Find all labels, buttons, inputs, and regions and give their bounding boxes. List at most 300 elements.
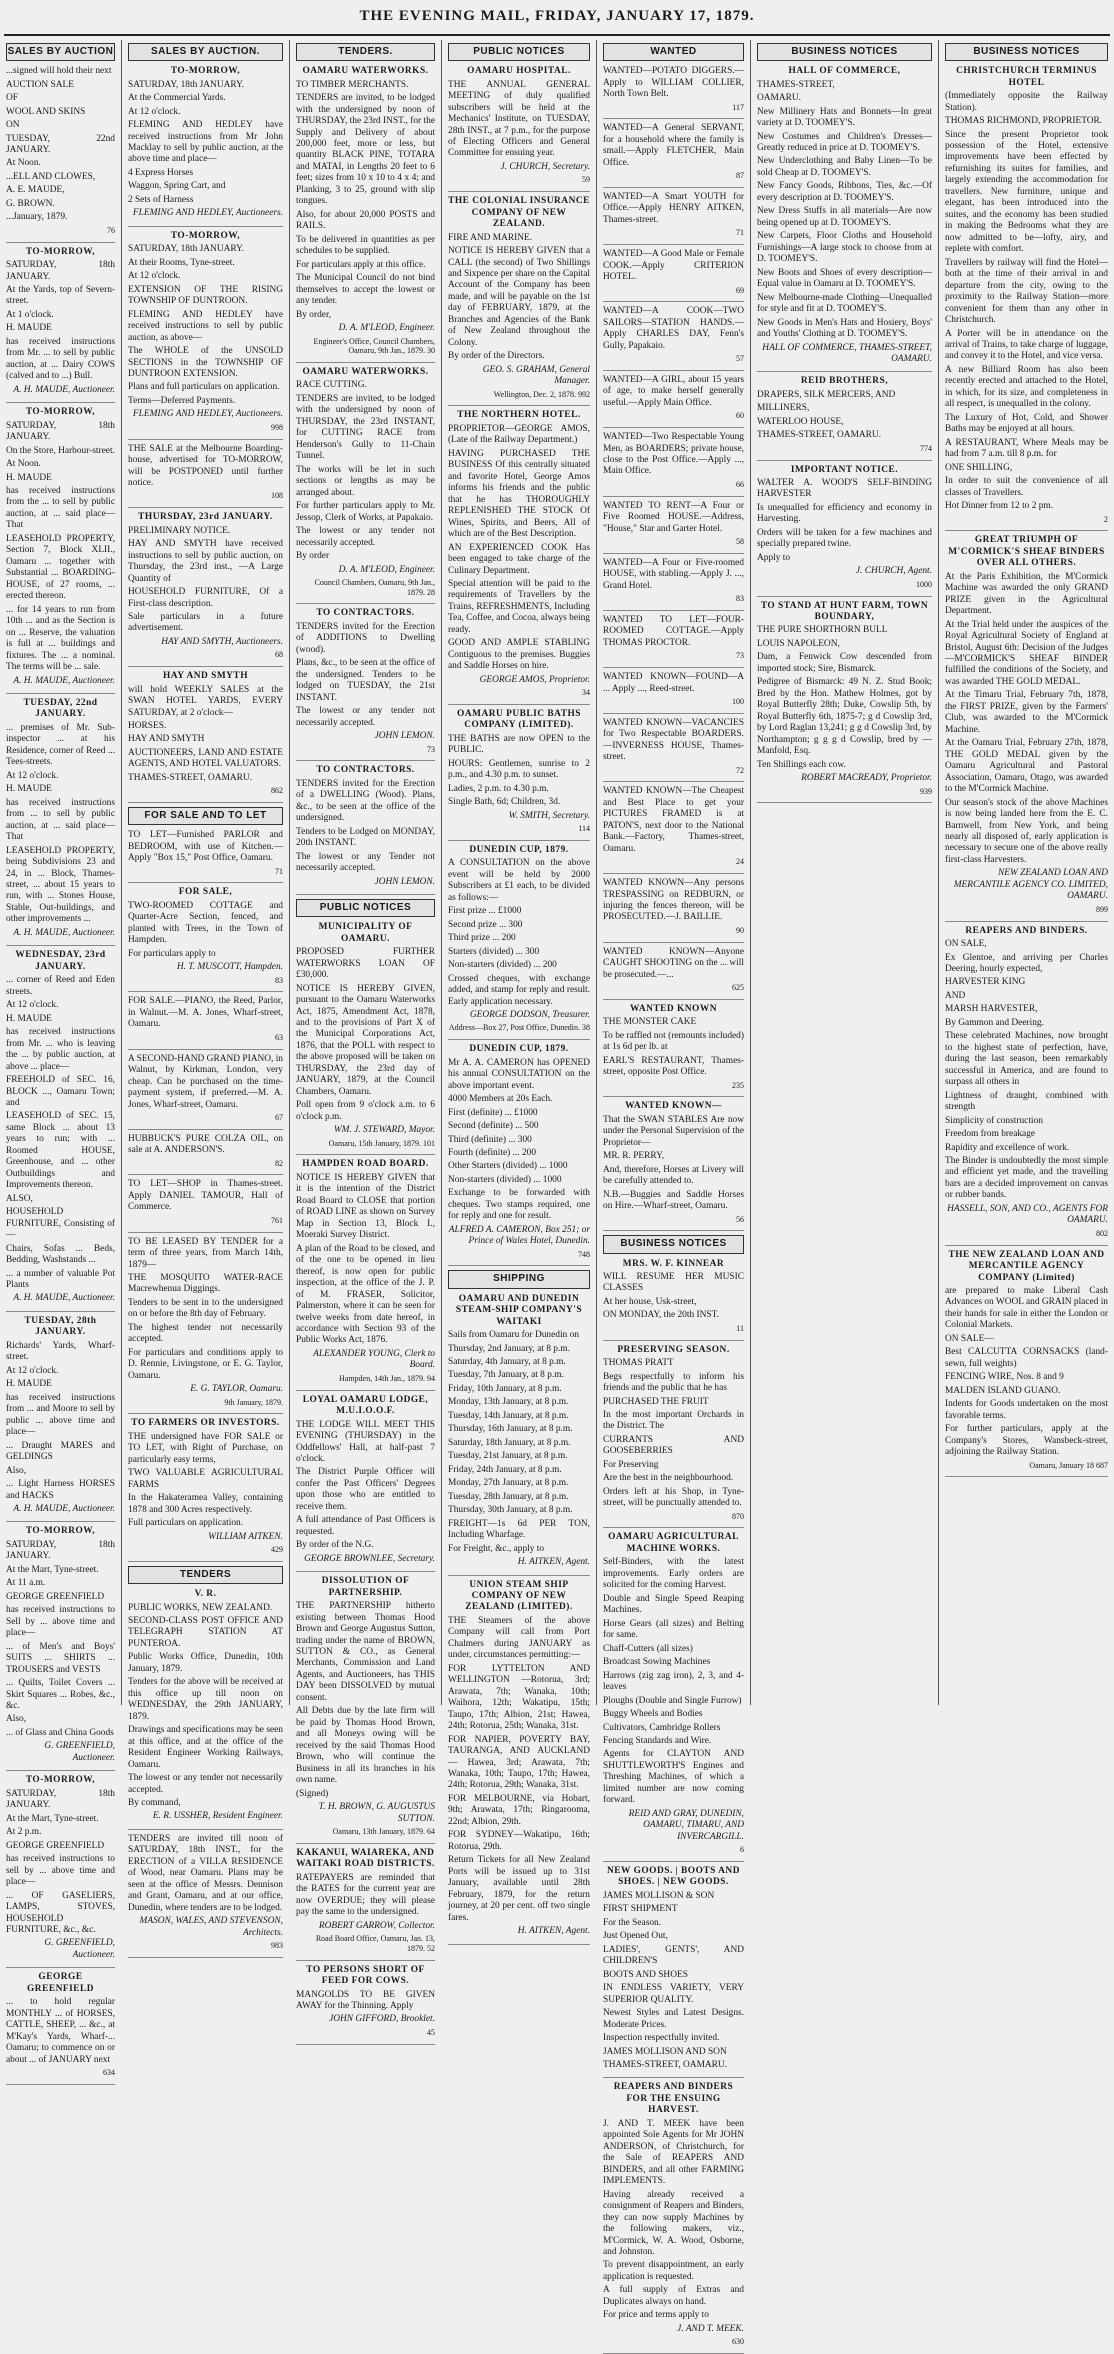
ad-text: (Immediately opposite the Railway Station). xyxy=(945,91,1108,113)
ad-text: At the Oamaru Trial, February 27th, 1878, THE GOLD MEDAL given by the Oamaru Agricultural and Pastoral Association, Oamaru, Otago, was awarded to the M'Cormick Machine. xyxy=(945,738,1108,795)
ad-text: H. MAUDE xyxy=(6,323,52,334)
ad-text: THOMAS PRATT xyxy=(603,1358,674,1369)
ad-text: has received instructions to sell by ... above time and place— xyxy=(6,1854,115,1888)
ad-text: For Preserving xyxy=(603,1459,659,1470)
ad-reference-number: Hampden, 14th Jan., 1879. 94 xyxy=(339,1373,435,1383)
ad-signature: ALFRED A. CAMERON, Box 251; or Prince of Wales Hotel, Dunedin. xyxy=(448,1224,590,1247)
section-header: SHIPPING xyxy=(448,1270,590,1288)
ad-text: RACE CUTTING. xyxy=(296,380,367,391)
ad-text: Apply to xyxy=(757,552,791,563)
ad-reference-number: 108 xyxy=(271,491,283,501)
section-header: SALES BY AUCTION xyxy=(6,43,115,61)
ad-text: WANTED—A Four or Five-roomed HOUSE, with stabling.—Apply J. ..., Grand Hotel. xyxy=(603,557,744,591)
ad-text: On the Store, Harbour-street. xyxy=(6,445,115,456)
ad-signature: A. H. MAUDE, Auctioneer. xyxy=(13,675,115,686)
ad-reference-number: 71 xyxy=(275,866,283,876)
ad-text: has received instructions from the ... to sell by public auction, at ... said place—That xyxy=(6,486,115,531)
ad-text: New Carpets, Floor Cloths and Household Furnishings—A large stock to choose from at D. TOOMEY'S. xyxy=(757,231,932,265)
ad-reference-number: 899 xyxy=(1096,904,1108,914)
advertisement xyxy=(6,407,115,694)
ad-text: Third prize ... 200 xyxy=(448,933,516,944)
ad-text: In the Hakateramea Valley, containing 1878 and 300 Acres respectively. xyxy=(128,1493,283,1515)
ad-text: A full supply of Extras and Duplicates always on hand. xyxy=(603,2285,744,2307)
ad-text: SATURDAY, 18th JANUARY. xyxy=(6,420,115,443)
ad-heading: PRESERVING SEASON. xyxy=(617,1344,730,1355)
ad-text: For further particulars, apply at the Company's Stores, Wansbeck-street, adjoining the Railway Station. xyxy=(945,1424,1108,1458)
ad-heading: TO CONTRACTORS. xyxy=(316,608,415,619)
ad-text: SATURDAY, 18th JANUARY. xyxy=(128,244,244,255)
ad-text: The Luxury of Hot, Cold, and Shower Baths may be enjoyed at all hours. xyxy=(945,412,1108,435)
ad-signature: GEORGE DODSON, Treasurer. xyxy=(469,1010,590,1020)
ad-text: Other Starters (divided) ... 1000 xyxy=(448,1161,568,1172)
ad-signature: J. AND T. MEEK. xyxy=(677,2323,744,2334)
advertisement xyxy=(128,887,283,992)
ad-text: A new Billiard Room has also been recently erected and attached to the Hotel, in which, for its size, and completeness in all respect, is unequalled in the colony. xyxy=(945,364,1108,410)
ad-text: Poll open from 9 o'clock a.m. to 6 o'clock p.m. xyxy=(296,1100,435,1122)
ad-text: Thursday, 30th January, at 8 p.m. xyxy=(448,1505,573,1516)
advertisement xyxy=(128,231,283,440)
advertisement xyxy=(603,66,744,119)
newspaper-title: THE EVENING MAIL, FRIDAY, JANUARY 17, 1879. xyxy=(359,8,755,24)
ad-signature: W. SMITH, Secretary. xyxy=(508,810,590,821)
ad-reference-number: 58 xyxy=(736,537,744,547)
ad-text: ... OF GASELIERS, LAMPS, STOVES, HOUSEHOLD FURNITURE, &c., &c. xyxy=(6,1890,115,1935)
masthead xyxy=(0,0,1114,38)
ad-text: Pedigree of Bismarck: 49 N. Z. Stud Book; Bred by the Hon. Mathew Holmes, got by Royal Butterfly 28th; Duke, Cowslip 5th, by Royal Butterfly 6th, 1875-7; g d Cowslip 3rd, by Lord Raglan 13,241; g g d Cowslip 3rd, by Northampton; g g g d Cowslip, bred by —Manfold, Esq. xyxy=(757,677,932,757)
ad-text: ... of Glass and China Goods xyxy=(6,1727,114,1738)
ad-text: New Fancy Goods, Ribbons, Ties, &c.—Of every description at D. TOOMEY'S. xyxy=(757,181,932,203)
ad-text: WILL RESUME HER MUSIC CLASSES xyxy=(603,1272,744,1294)
ad-text: Tuesday, 14th January, at 8 p.m. xyxy=(448,1410,569,1421)
ad-text: Tuesday, 28th January, at 8 p.m. xyxy=(448,1491,569,1502)
ad-heading: TO-MORROW, xyxy=(170,230,241,241)
ad-text: JAMES MOLLISON AND SON xyxy=(603,2046,727,2057)
ad-signature: JOHN GIFFORD, Brooklet. xyxy=(329,2014,435,2025)
ad-text: A. E. MAUDE, xyxy=(6,185,65,196)
ad-text: FLEMING AND HEDLEY have received instructions from Mr John Macklay to sell by public auction, at the above time and place— xyxy=(128,120,283,165)
advertisement xyxy=(603,2082,744,2354)
advertisement xyxy=(945,1250,1108,1478)
ad-text: SATURDAY, 18th JANUARY. xyxy=(6,1788,115,1811)
ad-text: At the Yards, top of Severn-street. xyxy=(6,284,115,307)
advertisement xyxy=(6,1775,115,1968)
ad-text: ... corner of Reed and Eden streets. xyxy=(6,975,115,997)
ad-heading: MUNICIPALITY OF OAMARU. xyxy=(318,922,413,944)
advertisement xyxy=(448,709,590,841)
ad-text: THAMES-STREET, xyxy=(757,79,835,90)
ad-text: Sale particulars in a future advertisement. xyxy=(128,611,283,634)
advertisement xyxy=(603,1259,744,1341)
advertisement xyxy=(128,1237,283,1415)
ad-signature: H. AITKEN, Agent. xyxy=(517,1557,590,1568)
ad-text: FIRE AND MARINE. xyxy=(448,232,533,243)
ad-signature: FLEMING AND HEDLEY, Auctioneers. xyxy=(132,409,283,420)
ad-text: H. MAUDE xyxy=(6,1379,52,1390)
ad-text: WOOL AND SKINS xyxy=(6,106,86,117)
ad-heading: CHRISTCHURCH TERMINUS HOTEL xyxy=(956,66,1097,88)
ad-text: By command, xyxy=(128,1798,181,1808)
ad-text: Friday, 24th January, at 8 p.m. xyxy=(448,1464,562,1475)
ad-text: TO LET—SHOP in Thames-street. Apply DANIEL TAMOUR, Hall of Commerce. xyxy=(128,1179,283,1213)
ad-heading: OAMARU WATERWORKS. xyxy=(302,367,429,377)
ad-text: are prepared to make Liberal Cash Advances on WOOL and GRAIN placed in their hands for sale in either the London or Colonial Markets. xyxy=(945,1285,1108,1331)
ad-text: To prevent disappointment, an early application is requested. xyxy=(603,2260,744,2282)
ad-text: Fourth (definite) ... 200 xyxy=(448,1147,537,1158)
ad-text: AUCTIONEERS, LAND AND ESTATE AGENTS, AND HOTEL VALUATORS. xyxy=(128,747,283,770)
advertisement xyxy=(296,1159,435,1390)
ad-text: FOR SALE.—PIANO, the Reed, Parlor, in Walnut.—M. A. Jones, Wharf-street, Oamaru. xyxy=(128,996,283,1030)
ad-signature: H. AITKEN, Agent. xyxy=(517,1926,590,1937)
advertisement xyxy=(128,512,283,667)
ad-text: By order of the N.G. xyxy=(296,1540,374,1551)
ad-text: Non-starters (divided) ... 1000 xyxy=(448,1174,562,1185)
ad-reference-number: 939 xyxy=(920,786,932,796)
ad-text: WANTED TO RENT—A Four or Five Roomed HOUSE.—Address, "House," Star and Garter Hotel. xyxy=(603,500,744,534)
ad-text: For the Season. xyxy=(603,1917,662,1928)
ad-reference-number: 117 xyxy=(732,102,744,112)
ad-text: A SECOND-HAND GRAND PIANO, in Walnut, by Kirkman, London, very cheap. Can be purchased on the time-payment system, if preferred.—M. A. Jones, Wharf-street, Oamaru. xyxy=(128,1053,283,1110)
ad-heading: OAMARU PUBLIC BATHS COMPANY (LIMITED). xyxy=(457,708,581,731)
ad-reference-number: 100 xyxy=(732,697,744,707)
ad-heading: DISSOLUTION OF PARTNERSHIP. xyxy=(321,1576,410,1598)
ad-text: At Noon. xyxy=(6,459,41,470)
ad-heading: LOYAL OAMARU LODGE, M.U.I.O.O.F. xyxy=(302,1394,429,1417)
ad-signature: D. A. M'LEOD, Engineer. xyxy=(338,564,435,575)
ad-text: LEASEHOLD of SEC. 15, same Block ... about 13 years to run; with ... Roomed HOUSE, Greenhouse, and ... other Outbuildings and Improvements thereon. xyxy=(6,1111,115,1191)
ad-heading: TO-MORROW, xyxy=(25,407,96,418)
ad-text: 4000 Members at 20s Each. xyxy=(448,1094,553,1105)
advertisement xyxy=(128,1179,283,1232)
ad-heading: MRS. W. F. KINNEAR xyxy=(622,1258,725,1269)
ad-text: THE Steamers of the above Company will call from Port Chalmers during JANUARY as under, circumstances permitting:— xyxy=(448,1615,590,1661)
ad-text: SATURDAY, 18th JANUARY. xyxy=(6,1539,115,1562)
ad-heading: HAMPDEN ROAD BOARD. xyxy=(302,1159,429,1170)
advertisement xyxy=(6,1972,115,2085)
ad-text: THE SALE at the Melbourne Boarding-house, advertised for TO-MORROW, will be POSTPONED until further notice. xyxy=(128,443,283,488)
ad-heading: TO-MORROW, xyxy=(170,66,241,77)
ad-text: WANTED KNOWN—Any persons TRESPASSING on REDBURN, or injuring the fences thereon, will be PROSECUTED.—J. BAILLIE. xyxy=(603,878,744,923)
ad-text: PROPRIETOR—GEORGE AMOS, (Late of the Railway Department.) xyxy=(448,423,590,446)
ad-heading: TUESDAY, 22nd JANUARY. xyxy=(23,697,98,720)
advertisement xyxy=(945,535,1108,921)
ad-text: AN EXPERIENCED COOK Has been engaged to take charge of the Culinary Department. xyxy=(448,542,590,576)
advertisement xyxy=(603,1345,744,1529)
advertisement xyxy=(6,66,115,242)
ad-text: ... Light Harness HORSES and HACKS xyxy=(6,1479,115,1501)
ad-reference-number: Oamaru, January 18 687 xyxy=(1029,1460,1108,1470)
ad-text: FIRST SHIPMENT xyxy=(603,1904,678,1915)
ad-text: JAMES MOLLISON & SON xyxy=(603,1890,715,1901)
advertisement xyxy=(603,718,744,783)
ad-text: Also, for about 20,000 POSTS and RAILS. xyxy=(296,209,435,232)
ad-text: IN ENDLESS VARIETY, VERY SUPERIOR QUALITY. xyxy=(603,1983,744,2005)
ad-text: Starters (divided) ... 300 xyxy=(448,946,540,957)
ad-text: Also, xyxy=(6,1714,27,1725)
ad-text: PRELIMINARY NOTICE. xyxy=(128,525,231,536)
ad-text: A RESTAURANT, Where Meals may be had from 7 a.m. till 8 p.m. for xyxy=(945,437,1108,460)
ad-text: The lowest or any Tender not necessarily accepted. xyxy=(296,851,435,874)
ad-text: FREEHOLD of SEC. 16, BLOCK ..., Oamaru Town; and xyxy=(6,1075,115,1108)
ad-text: ... premises of Mr. Sub-inspector ... at his Residence, corner of Reed ... Tees-streets. xyxy=(6,722,115,768)
ad-text: The highest tender not necessarily accepted. xyxy=(128,1322,283,1345)
ad-text: First (definite) ... £1000 xyxy=(448,1107,538,1118)
ad-signature: FLEMING AND HEDLEY, Auctioneers. xyxy=(132,208,283,219)
advertisement xyxy=(603,1866,744,2079)
ad-text: Travellers by railway will find the Hotel—both at the time of their arrival in and departure from the city, owing to the proximity to the Railway Station—more convenient for them than any other in Christchurch. xyxy=(945,257,1108,326)
ad-reference-number: 1000 xyxy=(916,579,932,589)
ad-text: HORSES. xyxy=(128,721,167,731)
ad-text: TWO-ROOMED COTTAGE and Quarter-Acre Section, fenced, and planted with Trees, in the Town of Hampden. xyxy=(128,900,283,946)
advertisement xyxy=(128,66,283,227)
ad-text: ... a number of valuable Pot Plants xyxy=(6,1268,115,1290)
ad-signature: H. T. MUSCOTT, Hampden. xyxy=(176,962,283,973)
page-columns xyxy=(0,40,1114,2347)
ad-text: MR. R. PERRY, xyxy=(603,1151,665,1162)
ad-heading: UNION STEAM SHIP COMPANY OF NEW ZEALAND (LIMITED). xyxy=(465,1579,573,1613)
ad-text: Sails from Oamaru for Dunedin on xyxy=(448,1330,579,1341)
ad-heading: TUESDAY, 28th JANUARY. xyxy=(24,1315,97,1338)
ad-text: New Goods in Men's Hats and Hosiery, Boys' and Youths' Clothing at D. TOOMEY'S. xyxy=(757,317,932,340)
ad-text: WANTED—Two Respectable Young Men, as BOARDERS; private house, close to the Post Office.—Apply ..., Main Office. xyxy=(603,432,744,477)
ad-text: WANTED KNOWN—VACANCIES for Two Respectable BOARDERS.—INVERNESS HOUSE, Thames-street. xyxy=(603,717,744,763)
ad-text: MILLINERS, xyxy=(757,403,810,414)
ad-text: Monday, 13th January, at 8 p.m. xyxy=(448,1397,569,1408)
ad-text: TENDERS are invited, to be lodged with the undersigned by noon of THURSDAY, the 23rd INST., for the Supply and Delivery of about 200,000 feet, more or less, but quantity BLACK PINE, TOTARA and MATAI, in Lengths 20 feet to 6 feet; sizes from 10 x 10 to 4 x 4; and Planking, 3 to 25, ground with slip tongues. xyxy=(296,93,435,207)
ad-heading: WEDNESDAY, 23rd JANUARY. xyxy=(15,950,106,972)
ad-text: has received instructions from ... and Moore to sell by public ... above time and place— xyxy=(6,1392,115,1438)
advertisement xyxy=(6,950,115,1312)
ad-text: Thursday, 2nd January, at 8 p.m. xyxy=(448,1343,570,1354)
ad-heading: REID BROTHERS, xyxy=(800,376,889,387)
ad-signature: J. CHURCH, Secretary. xyxy=(500,161,590,172)
ad-text: MALDEN ISLAND GUANO. xyxy=(945,1385,1061,1396)
ad-signature: WILLIAM AITKEN. xyxy=(208,1531,283,1542)
ad-signature: E. G. TAYLOR, Oamaru. xyxy=(190,1384,283,1395)
ad-heading: THE COLONIAL INSURANCE COMPANY OF NEW ZEALAND. xyxy=(448,196,590,230)
ad-text: At the Timaru Trial, February 7th, 1878, the FIRST PRIZE, given by the Farmers' Club, was awarded to the M'Cormick Machine. xyxy=(945,690,1108,735)
ad-text: TENDERS are invited, to be lodged with the undersigned by noon of THURSDAY, the 23rd INSTANT, for CUTTING RACE from Henderson's Gully to 11-Chain Tunnel. xyxy=(296,393,435,462)
ad-text: At the Trial held under the auspices of the Royal Agricultural Society of England at Bristol, August 6th: Decision of the Judges—M'CORMICK'S SHEAF BINDER fulfilled the conditions of the Society, and was awarded THE GOLD MEDAL. xyxy=(945,619,1108,687)
ad-text: Dam, a Fenwick Cow descended from imported stock; Sire, Bismarck. xyxy=(757,652,932,674)
ad-signature: A. H. MAUDE, Auctioneer. xyxy=(13,1503,115,1514)
ad-text: At 12 o'clock. xyxy=(128,271,181,282)
advertisement xyxy=(603,1532,744,1861)
advertisement xyxy=(757,66,932,372)
ad-reference-number: 76 xyxy=(107,225,115,235)
ad-text: To be delivered in quantities as per schedules to be supplied. xyxy=(296,234,435,257)
ad-text: 2 Sets of Harness xyxy=(128,194,194,205)
ad-text: FOR LYTTELTON AND WELLINGTON —Rotorua, 3rd; Arawata, 7th; Wanaka, 10th; Waihora, 12th; Wakatipu, 15th; Taupo, 17th; Albion, 21st; Hawea, 24th; Rotorua, 25th; Wanaka, 31st. xyxy=(448,1663,590,1732)
column-3 xyxy=(290,40,442,2037)
advertisement xyxy=(945,66,1108,531)
ad-text: LEASEHOLD PROPERTY, being Subdivisions 23 and 24, in ... Block, Thames-street, ... about 15 years to run, with ... Stones House, Stable, Out-buildings, and other improvements ... xyxy=(6,845,115,925)
ad-text: For price and terms apply to xyxy=(603,2310,709,2321)
ad-text: At her house, Usk-street, xyxy=(603,1296,697,1307)
ad-text: Rapidity and excellence of work. xyxy=(945,1142,1070,1153)
advertisement xyxy=(128,830,283,883)
ad-text: First prize ... £1000 xyxy=(448,906,522,917)
ad-text: Saturday, 18th January, at 8 p.m. xyxy=(448,1437,571,1448)
ad-text: will hold WEEKLY SALES at the SWAN HOTEL YARDS, EVERY SATURDAY, at 2 o'clock— xyxy=(128,684,283,718)
ad-text: At 11 a.m. xyxy=(6,1578,46,1589)
ad-text: By Gammon and Deering. xyxy=(945,1017,1044,1028)
ad-text: ... of Men's and Boys' SUITS ... SHIRTS ... TROUSERS and VESTS xyxy=(6,1641,115,1675)
ad-reference-number: 83 xyxy=(736,594,744,604)
ad-heading: TO-MORROW, xyxy=(25,1775,96,1786)
ad-text: Best CALCUTTA CORNSACKS (land-sewn, full weights) xyxy=(945,1347,1108,1369)
advertisement xyxy=(296,66,435,363)
ad-text: FOR NAPIER, POVERTY BAY, TAURANGA, AND AUCKLAND — Hawea, 3rd; Arawata, 7th; Wanaka, 10th; Taupo, 17th; Hawea, 24th; Rotorua, 29th; Wanaka, 31st. xyxy=(448,1734,590,1791)
ad-heading: TO-MORROW, xyxy=(25,1526,96,1537)
ad-text: At 1 o'clock. xyxy=(6,309,54,320)
ad-text: By order of the Directors. xyxy=(448,351,545,362)
ad-text: NOTICE IS HEREBY GIVEN that it is the intention of the District Road Board to CLOSE that portion of ROAD LINE as shown on Survey Map in Section 13, Block I., Moeraki Survey District. xyxy=(296,1172,435,1241)
ad-reference-number: Council Chambers, Oamaru, 9th Jan., 1879. 28 xyxy=(314,577,435,597)
ad-text: TENDERS invited for the Erection of a DWELLING (Wood). Plans, &c., to be seen at the office of the undersigned. xyxy=(296,778,435,824)
ad-text: Second prize ... 300 xyxy=(448,919,523,930)
ad-text: Third (definite) ... 300 xyxy=(448,1134,532,1145)
ad-text: Terms—Deferred Payments. xyxy=(128,395,236,406)
ad-text: TUESDAY, 22nd JANUARY. xyxy=(6,133,115,155)
column-5 xyxy=(597,40,751,2347)
ad-text: The lowest or any tender not necessarily accepted. xyxy=(296,706,435,728)
ad-text: Freedom from breakage xyxy=(945,1129,1036,1140)
ad-text: Public Works Office, Dunedin, 10th January, 1879. xyxy=(128,1652,283,1674)
ad-text: At the Paris Exhibition, the M'Cormick Machine was awarded the only GRAND PRIZE given in the Agricultural Department. xyxy=(945,571,1108,617)
ad-reference-number: 114 xyxy=(578,824,590,834)
ad-reference-number: 429 xyxy=(271,1545,283,1555)
ad-text: GEORGE GREENFIELD xyxy=(6,1591,105,1602)
ad-text: Special attention will be paid to the requirements of Travellers by the Trains, REFRESHMENTS, Including Tea, Coffee, and Cocoa, always being ready. xyxy=(448,578,590,635)
column-7 xyxy=(939,40,1114,1705)
ad-text: To be raffled not (remounts included) at 1s 6d per lb. at xyxy=(603,1030,744,1053)
ad-signature: ALEXANDER YOUNG, Clerk to Board. xyxy=(313,1348,435,1371)
advertisement xyxy=(128,1834,283,1958)
advertisement xyxy=(128,671,283,803)
ad-heading: TO CONTRACTORS. xyxy=(316,765,415,776)
ad-text: GOOD AND AMPLE STABLING Contiguous to the premises. Buggies and Saddle Horses on hire. xyxy=(448,638,590,672)
ad-text: Tuesday, 21st January, at 8 p.m. xyxy=(448,1451,568,1462)
ad-text: THE LODGE WILL MEET THIS EVENING (THURSDAY) in the Oddfellows' Hall, at half-past 7 o'clock. xyxy=(296,1419,435,1464)
ad-text: At 12 o'clock. xyxy=(6,1000,59,1011)
advertisement xyxy=(945,926,1108,1246)
ad-reference-number: 998 xyxy=(271,422,283,432)
ad-text: For particulars apply to xyxy=(128,948,216,959)
advertisement xyxy=(603,786,744,874)
ad-text: MANGOLDS TO BE GIVEN AWAY for the Thinning. Apply xyxy=(296,1989,435,2011)
ad-text: WANTED KNOWN—FOUND—A ... Apply ..., Reed-street. xyxy=(603,672,744,694)
ad-text: FLEMING AND HEDLEY have received instructions to sell by public auction, as above— xyxy=(128,309,283,343)
ad-heading: TO-MORROW, xyxy=(25,246,96,257)
advertisement xyxy=(128,996,283,1049)
ad-reference-number: Oamaru, 13th January, 1879. 64 xyxy=(332,1827,435,1837)
advertisement xyxy=(603,615,744,668)
ad-text: And, therefore, Horses at Livery will be carefully attended to. xyxy=(603,1164,744,1187)
ad-text: ON SALE, xyxy=(945,939,987,950)
ad-text: ... Draught MARES and GELDINGS xyxy=(6,1440,115,1463)
ad-reference-number: 625 xyxy=(732,983,744,993)
section-header: SALES BY AUCTION. xyxy=(128,43,283,61)
ad-text: Ploughs (Double and Single Furrow) xyxy=(603,1695,742,1706)
ad-text: has received instructions from ... to sell by public auction, at ... said place—That xyxy=(6,797,115,843)
ad-heading: V. R. xyxy=(194,1589,217,1600)
advertisement xyxy=(603,123,744,188)
ad-text: A CONSULTATION on the above event will be held by 2000 Subscribers at £1 each, to be divided as follows:— xyxy=(448,858,590,903)
ad-heading: IMPORTANT NOTICE. xyxy=(790,464,899,475)
advertisement xyxy=(6,247,115,404)
ad-text: WANTED—POTATO DIGGERS.—Apply to WILLIAM COLLIER, North Town Belt. xyxy=(603,66,744,100)
ad-text: FENCING WIRE, Nos. 8 and 9 xyxy=(945,1372,1064,1383)
ad-text: Plans, &c., to be seen at the office of the undersigned. Tenders to be lodged on TUESDAY, the 21st INSTANT. xyxy=(296,658,435,703)
ad-heading: WANTED KNOWN— xyxy=(625,1101,722,1112)
ad-text: WANTED—A COOK—TWO SAILORS—STATION HANDS.—Apply CHARLES DAY, Fenn's Gully, Papakaio. xyxy=(603,306,744,351)
ad-text: At 2 p.m. xyxy=(6,1827,42,1838)
ad-text: Having already received a consignment of Reapers and Binders, they can now supply Machines by the following makers, viz., M'Cormick, W. A. Wood, Osborne, and Johnston. xyxy=(603,2189,744,2257)
ad-text: HARVESTER KING xyxy=(945,977,1026,988)
ad-text: For particulars apply at this office. xyxy=(296,259,426,270)
advertisement xyxy=(6,1526,115,1771)
ad-text: THE undersigned have FOR SALE or TO LET, with Right of Purchase, on particularly easy terms, xyxy=(128,1431,283,1465)
ad-text: New Costumes and Children's Dresses—Greatly reduced in price at D. TOOMEY'S. xyxy=(757,131,932,153)
ad-reference-number: 60 xyxy=(736,411,744,421)
ad-text: THAMES-STREET, OAMARU. xyxy=(603,2059,728,2070)
advertisement xyxy=(603,432,744,497)
ad-reference-number: 862 xyxy=(271,786,283,796)
ad-signature: JOHN LEMON. xyxy=(374,876,435,887)
ad-text: Hot Dinner from 12 to 2 pm. xyxy=(945,501,1054,512)
ad-text: Orders will be taken for a few machines and specially prepared twine. xyxy=(757,527,932,550)
ad-text: Ladies, 2 p.m. to 4.30 p.m. xyxy=(448,783,549,794)
ad-text: WALTER A. WOOD'S SELF-BINDING HARVESTER xyxy=(757,478,932,500)
ad-text: Fencing Standards and Wire. xyxy=(603,1735,712,1746)
ad-text: ONE SHILLING, xyxy=(945,462,1013,473)
ad-heading: GREAT TRIUMPH OF M'CORMICK'S SHEAF BINDERS OVER ALL OTHERS. xyxy=(948,535,1105,569)
ad-text: The WHOLE of the UNSOLD SECTIONS in the TOWNSHIP OF DUNTROON EXTENSION. xyxy=(128,346,283,379)
ad-text: EARL'S RESTAURANT, Thames-street, opposite Post Office. xyxy=(603,1055,744,1078)
ad-text: ON SALE— xyxy=(945,1333,994,1344)
advertisement xyxy=(128,1134,283,1176)
ad-text: Crossed cheques, with exchange added, and stamp for reply and result. Early application necessary. xyxy=(448,973,590,1007)
ad-signature: ROBERT GARROW, Collector. xyxy=(318,1920,435,1931)
ad-reference-number: 870 xyxy=(732,1511,744,1521)
ad-reference-number: Oamaru, 15th January, 1879. 101 xyxy=(328,1138,435,1148)
ad-text: WANTED—A General SERVANT, for a household where the family is small.—Apply FLETCHER, Main Office. xyxy=(603,123,744,168)
ad-text: THE MONSTER CAKE xyxy=(603,1017,697,1028)
ad-text: The Municipal Council do not bind themselves to accept the lowest or any tender. xyxy=(296,273,435,307)
advertisement xyxy=(296,1965,435,2045)
ad-text: H. MAUDE xyxy=(6,472,52,483)
ad-text: THAMES-STREET, OAMARU. xyxy=(757,430,882,441)
ad-text: Inspection respectfully invited. xyxy=(603,2033,720,2044)
section-header: BUSINESS NOTICES xyxy=(603,1235,744,1253)
ad-text: All Debts due by the late firm will be paid by Thomas Hood Brown, and all Moneys owing will be received by the said Thomas Hood Brown, who will continue the Business in all its branches in his own name. xyxy=(296,1706,435,1786)
ad-text: A Porter will be in attendance on the arrival of Trains, to take charge of luggage, and convey it to the Hotel, and vice versa. xyxy=(945,328,1108,362)
ad-signature: GEORGE BROWNLEE, Secretary. xyxy=(304,1553,435,1564)
ad-heading: DUNEDIN CUP, 1879. xyxy=(469,844,569,855)
advertisement xyxy=(603,558,744,611)
ad-text: For further particulars apply to Mr. Jessop, Clerk of Works, at Papakaio. xyxy=(296,501,435,523)
ad-signature: HAY AND SMYTH, Auctioneers. xyxy=(161,636,283,647)
ad-text: ... Quilts, Toilet Covers ... Skirt Squares ... Robes, &c., &c. xyxy=(6,1678,115,1711)
ad-text: THE PURE SHORTHORN BULL xyxy=(757,625,888,636)
ad-reference-number: 69 xyxy=(736,285,744,295)
ad-text: Drawings and specifications may be seen at this office, and at the office of the Resident Engineer Working Railways, Oamaru. xyxy=(128,1725,283,1770)
ad-text: TO BE LEASED BY TENDER for a term of three years, from March 14th, 1879— xyxy=(128,1236,283,1270)
advertisement xyxy=(296,922,435,1155)
ad-text: THE ANNUAL GENERAL MEETING of duly qualified subscribers will be held at the Mechanics' Institute, on TUESDAY, 28th INST., at 7 p.m., for the purpose of Electing Officers and General Committee for ensuing year. xyxy=(448,79,590,159)
ad-heading: THURSDAY, 23rd JANUARY. xyxy=(138,512,273,523)
ad-signature: HALL OF COMMERCE, THAMES-STREET, OAMARU. xyxy=(762,342,932,364)
